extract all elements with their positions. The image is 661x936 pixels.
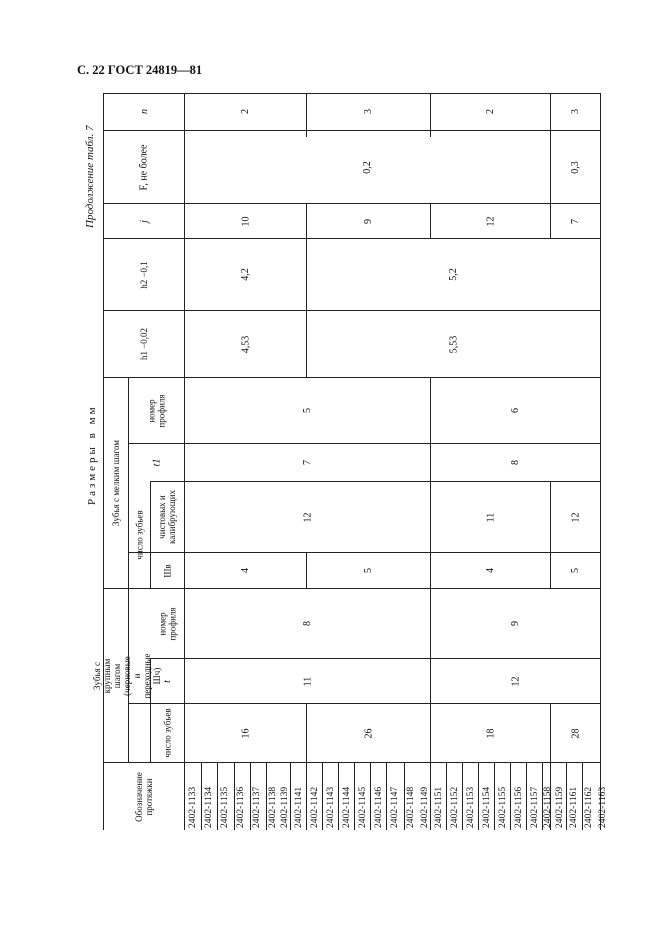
- table-row: 2402-1154: [481, 786, 492, 828]
- header-fine-group: Зубья с мелким шагом: [111, 440, 122, 526]
- table-row: 2402-1133: [187, 786, 198, 828]
- value-F-b: 0,3: [570, 160, 581, 174]
- value-n-d: 3: [570, 109, 581, 114]
- table-row: 2402-1142: [309, 786, 320, 828]
- table-row: 2402-1146: [373, 786, 384, 828]
- continuation-caption: Продолжение табл. 7: [84, 125, 96, 228]
- header-finishing: чистовых и калибрующих: [157, 489, 178, 545]
- table-row: 2402-1163: [597, 786, 608, 828]
- value-count-b: 26: [363, 728, 374, 738]
- table-row: 2402-1139: [279, 786, 290, 828]
- value-shv-b: 5: [363, 568, 374, 573]
- header-t1: t1: [151, 458, 162, 467]
- value-count-a: 16: [240, 728, 251, 738]
- header-coarse-group: Зубья с крупным шагом (черновые и переходные Шч): [92, 652, 162, 699]
- value-h1-a: 4,53: [240, 335, 251, 353]
- value-shv-c: 4: [485, 568, 496, 573]
- header-designation: Обозначение протяжки: [134, 771, 154, 822]
- value-finishing-b: 11: [484, 512, 496, 522]
- value-finishing-a: 12: [302, 512, 313, 522]
- value-count-c: 18: [485, 728, 496, 738]
- header-coarse-count: число зубьев: [162, 708, 173, 758]
- table-row: 2402-1153: [465, 786, 476, 828]
- value-j-d: 7: [570, 218, 581, 224]
- table-row: 2402-1149: [419, 786, 430, 828]
- table-row: 2402-1159: [554, 786, 565, 828]
- table-row: 2402-1145: [357, 786, 368, 828]
- table-row: 2402-1141: [293, 786, 304, 828]
- table-row: 2402-1157: [529, 786, 540, 828]
- dimensions-caption: Размеры в мм: [86, 404, 98, 505]
- value-t1-b: 8: [510, 460, 521, 465]
- value-finishing-c: 12: [570, 512, 581, 522]
- table-row: 2402-1151: [433, 786, 444, 828]
- table-row: 2402-1136: [235, 786, 246, 828]
- value-h2-a: 4,2: [240, 268, 251, 281]
- value-shv-d: 5: [570, 568, 581, 573]
- value-fine-profile-a: 5: [302, 408, 313, 413]
- value-j-c: 12: [485, 216, 496, 226]
- table-row: 2402-1135: [219, 786, 230, 828]
- header-h2: h2 −0,1: [138, 260, 149, 289]
- header-F: F, не более: [138, 144, 150, 190]
- value-t1-a: 7: [302, 460, 313, 465]
- header-n: n: [138, 109, 150, 114]
- table-row: 2402-1138: [267, 786, 278, 828]
- header-fine-profile: номер профиля: [146, 393, 167, 428]
- value-coarse-profile-a: 8: [302, 621, 313, 626]
- table-row: 2402-1148: [405, 786, 416, 828]
- header-coarse-profile: номер профиля: [157, 606, 178, 641]
- table-row: 2402-1152: [449, 786, 460, 828]
- table-row: 2402-1144: [341, 786, 352, 828]
- header-fine-count: число зубьев: [134, 510, 145, 560]
- value-h1-b: 5,53: [448, 335, 459, 353]
- value-h2-b: 5,2: [448, 268, 459, 281]
- value-shv-a: 4: [240, 568, 251, 573]
- value-fine-profile-b: 6: [510, 408, 521, 413]
- table-row: 2402-1143: [325, 786, 336, 828]
- value-coarse-profile-b: 9: [510, 621, 521, 626]
- value-j-a: 10: [240, 216, 251, 226]
- value-n-c: 2: [485, 109, 496, 114]
- table-row: 2402-1158: [542, 786, 553, 828]
- value-n-b: 3: [363, 109, 374, 114]
- value-n-a: 2: [240, 109, 251, 114]
- header-j: j: [138, 219, 150, 223]
- header-shv: Шв: [162, 563, 173, 578]
- value-t-a: 11: [301, 676, 313, 686]
- table-row: 2402-1161: [568, 786, 579, 828]
- table-row: 2402-1137: [251, 786, 262, 828]
- table-row: 2402-1155: [497, 786, 508, 828]
- header-t: t: [162, 679, 173, 683]
- table-row: 2402-1147: [389, 786, 400, 828]
- value-F-a: 0,2: [362, 160, 373, 174]
- page-header: С. 22 ГОСТ 24819—81: [77, 63, 203, 77]
- table-row: 2402-1134: [203, 786, 214, 828]
- table-row: 2402-1156: [513, 786, 524, 828]
- table-row: 2402-1162: [583, 786, 594, 828]
- value-t-b: 12: [510, 676, 521, 686]
- value-count-d: 28: [570, 728, 581, 738]
- value-j-b: 9: [363, 218, 374, 224]
- header-h1: h1 −0,02: [138, 327, 149, 361]
